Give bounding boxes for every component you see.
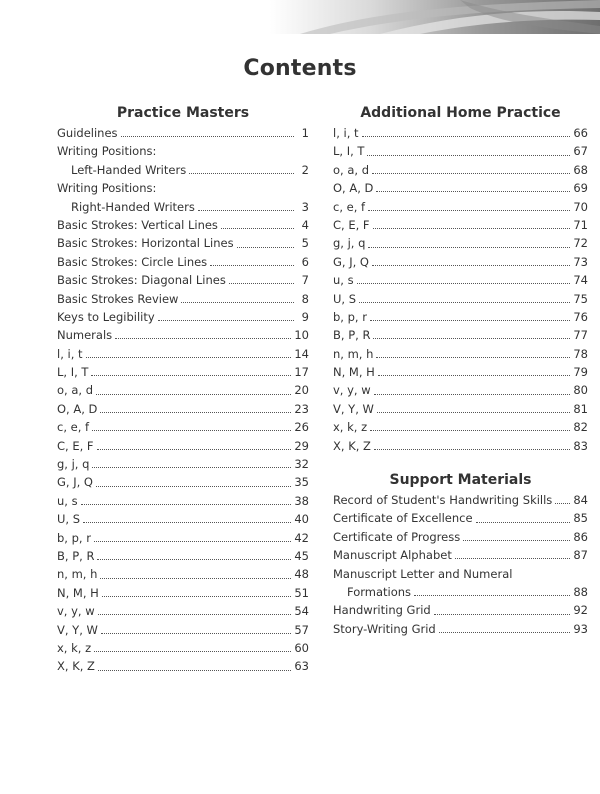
toc-entry-label: X, K, Z — [57, 659, 95, 674]
toc-entry — [333, 546, 588, 564]
additional-home-practice-section — [333, 102, 588, 455]
toc-entry-label: X, K, Z — [333, 438, 371, 453]
dot-leader — [515, 576, 573, 577]
toc-entry — [57, 161, 309, 179]
dot-leader — [92, 429, 291, 431]
toc-entry-label: v, y, w — [333, 383, 371, 398]
toc-entry — [333, 528, 588, 546]
toc-entry-label: V, Y, W — [333, 401, 374, 416]
toc-entry-label: Story-Writing Grid — [333, 621, 436, 636]
practice-masters-section — [57, 102, 309, 676]
toc-entry — [333, 216, 588, 234]
section-title: Support Materials — [389, 472, 532, 489]
toc-entry — [333, 124, 588, 142]
toc-entry-page-number: 20 — [294, 383, 309, 398]
toc-entry-label: v, y, w — [57, 604, 95, 619]
toc-entry-label: g, j, q — [57, 457, 90, 472]
toc-entry-page-number: 87 — [573, 548, 588, 563]
toc-entry — [57, 565, 309, 583]
dot-leader — [181, 301, 294, 303]
dot-leader — [229, 282, 294, 284]
dot-leader — [377, 411, 570, 413]
dot-leader — [96, 393, 291, 395]
toc-entry-label: c, e, f — [57, 420, 90, 435]
toc-entry-page-number: 7 — [301, 273, 309, 288]
support-materials-section — [333, 469, 588, 638]
toc-entry — [57, 639, 309, 657]
toc-entry-page-number: 74 — [573, 273, 588, 288]
dot-leader — [189, 172, 294, 174]
toc-entry — [57, 234, 309, 252]
dot-leader — [373, 227, 571, 229]
toc-list — [333, 124, 588, 455]
toc-entry-label: Record of Student's Handwriting Skills — [333, 493, 553, 508]
dot-leader — [98, 669, 291, 671]
toc-entry — [333, 326, 588, 344]
toc-entry-page-number: 4 — [301, 217, 309, 232]
toc-entry — [57, 492, 309, 510]
dot-leader — [359, 301, 570, 303]
section-title: Practice Masters — [116, 105, 250, 121]
toc-entry-label: N, M, H — [333, 365, 375, 380]
toc-entry-page-number: 82 — [573, 420, 588, 435]
dot-leader — [463, 539, 570, 541]
toc-entry-label: Certificate of Excellence — [333, 511, 473, 526]
toc-entry-label: G, J, Q — [333, 254, 369, 269]
toc-entry-page-number: 3 — [301, 199, 309, 214]
toc-entry — [57, 363, 309, 381]
toc-entry — [333, 345, 588, 363]
toc-entry-label: Left-Handed Writers — [71, 162, 187, 177]
toc-entry-page-number: 23 — [294, 401, 309, 416]
toc-entry — [333, 308, 588, 326]
toc-entry-page-number: 84 — [573, 493, 588, 508]
toc-entry-page-number: 6 — [301, 254, 309, 269]
toc-entry-page-number: 81 — [573, 401, 588, 416]
toc-entry-page-number: 10 — [294, 328, 309, 343]
toc-entry — [57, 455, 309, 473]
toc-entry-label: L, I, T — [57, 365, 89, 380]
toc-entry-page-number: 92 — [573, 603, 588, 618]
toc-entry — [333, 509, 588, 527]
toc-entry — [57, 437, 309, 455]
dot-leader — [376, 190, 570, 192]
dot-leader — [221, 227, 294, 229]
toc-entry — [57, 381, 309, 399]
dot-leader — [100, 577, 291, 579]
toc-entry-label: V, Y, W — [57, 622, 98, 637]
toc-entry-label: B, P, R — [57, 548, 95, 563]
toc-entry-label: Basic Strokes: Vertical Lines — [57, 217, 218, 232]
toc-entry-label: Manuscript Letter and Numeral — [333, 566, 513, 581]
toc-entry — [57, 308, 309, 326]
toc-entry-page-number: 80 — [573, 383, 588, 398]
toc-entry — [57, 271, 309, 289]
toc-entry — [333, 400, 588, 418]
toc-entry — [57, 290, 309, 308]
toc-entry-label: g, j, q — [333, 236, 366, 251]
toc-entry-page-number: 83 — [573, 438, 588, 453]
dot-leader — [100, 411, 291, 413]
toc-entry-page-number: 76 — [573, 309, 588, 324]
toc-entry — [57, 216, 309, 234]
dot-leader — [372, 172, 570, 174]
toc-entry-label: Keys to Legibility — [57, 309, 155, 324]
dot-leader — [555, 502, 570, 504]
toc-entry — [57, 326, 309, 344]
dot-leader — [357, 282, 571, 284]
dot-leader — [92, 466, 291, 468]
toc-entry-page-number: 60 — [294, 640, 309, 655]
dot-leader — [455, 557, 571, 559]
toc-entry-page-number: 78 — [573, 346, 588, 361]
toc-entry-page-number: 71 — [573, 217, 588, 232]
dot-leader — [434, 613, 571, 615]
dot-leader — [159, 191, 294, 192]
toc-entry-page-number: 54 — [294, 604, 309, 619]
dot-leader — [362, 135, 571, 137]
toc-entry — [57, 473, 309, 491]
dot-leader — [237, 246, 294, 248]
toc-entry-page-number: 77 — [573, 328, 588, 343]
toc-entry-page-number: 26 — [294, 420, 309, 435]
toc-entry — [57, 345, 309, 363]
dot-leader — [98, 613, 292, 615]
toc-entry-label: Formations — [347, 584, 412, 599]
section-title: Additional Home Practice — [360, 105, 561, 121]
toc-entry-page-number: 72 — [573, 236, 588, 251]
toc-entry-page-number: 73 — [573, 254, 588, 269]
toc-entry-page-number: 86 — [573, 529, 588, 544]
toc-entry — [333, 491, 588, 509]
toc-entry-label: l, i, t — [57, 346, 83, 361]
toc-entry-label: l, i, t — [333, 126, 359, 140]
toc-entry — [333, 437, 588, 455]
toc-entry-page-number: 14 — [294, 346, 309, 361]
toc-entry — [333, 253, 588, 271]
toc-entry — [333, 161, 588, 179]
dot-leader — [370, 429, 570, 431]
dot-leader — [96, 485, 291, 487]
toc-entry — [333, 381, 588, 399]
dot-leader — [368, 209, 570, 211]
toc-entry — [57, 418, 309, 436]
header-banner — [0, 0, 600, 34]
toc-entry-label: Guidelines — [57, 126, 118, 140]
toc-entry-label: c, e, f — [333, 199, 366, 214]
toc-entry-label: Basic Strokes: Circle Lines — [57, 254, 208, 269]
toc-entry-label: U, S — [57, 512, 81, 527]
dot-leader — [102, 595, 292, 597]
toc-entry — [333, 565, 588, 583]
dot-leader — [439, 631, 571, 633]
toc-entry-page-number: 70 — [573, 199, 588, 214]
toc-entry-label: x, k, z — [333, 420, 368, 435]
dot-leader — [210, 264, 294, 266]
toc-entry-label: O, A, D — [333, 181, 374, 196]
toc-entry — [333, 179, 588, 197]
toc-entry-page-number: 1 — [301, 126, 309, 140]
toc-entry-page-number: 48 — [294, 567, 309, 582]
dot-leader — [476, 521, 571, 523]
toc-entry-label: U, S — [333, 291, 357, 306]
toc-entry-label: Basic Strokes Review — [57, 291, 179, 306]
dot-leader — [374, 448, 570, 450]
toc-entry-label: C, E, F — [57, 438, 94, 453]
toc-entry-label: N, M, H — [57, 585, 99, 600]
toc-entry — [57, 657, 309, 675]
toc-entry-label: L, I, T — [333, 144, 365, 159]
toc-entry-label: u, s — [333, 273, 354, 288]
toc-entry — [57, 510, 309, 528]
toc-entry-label: G, J, Q — [57, 475, 93, 490]
toc-entry-page-number: 93 — [573, 621, 588, 636]
toc-entry-page-number: 8 — [301, 291, 309, 306]
dot-leader — [94, 540, 291, 542]
dot-leader — [94, 650, 291, 652]
dot-leader — [376, 356, 570, 358]
toc-entry — [57, 124, 309, 142]
dot-leader — [115, 337, 291, 339]
toc-entry-label: Manuscript Alphabet — [333, 548, 452, 563]
toc-entry-page-number: 29 — [294, 438, 309, 453]
toc-entry-page-number: 9 — [301, 309, 309, 324]
toc-entry — [333, 290, 588, 308]
toc-entry — [57, 142, 309, 160]
dot-leader — [198, 209, 294, 211]
toc-entry-page-number: 5 — [301, 236, 309, 251]
toc-entry — [57, 400, 309, 418]
toc-entry — [333, 198, 588, 216]
toc-entry-page-number: 45 — [294, 548, 309, 563]
dot-leader — [374, 393, 571, 395]
toc-entry — [57, 547, 309, 565]
toc-entry-label: Writing Positions: — [57, 144, 157, 159]
toc-entry-label: O, A, D — [57, 401, 98, 416]
toc-entry-label: o, a, d — [333, 162, 370, 177]
dot-leader — [370, 319, 570, 321]
dot-leader — [158, 319, 294, 321]
toc-entry — [333, 271, 588, 289]
toc-entry-page-number: 35 — [294, 475, 309, 490]
toc-entry-label: x, k, z — [57, 640, 92, 655]
dot-leader — [159, 154, 294, 155]
dot-leader — [86, 356, 292, 358]
toc-entry-page-number: 38 — [294, 493, 309, 508]
dot-leader — [373, 337, 570, 339]
toc-entry — [57, 179, 309, 197]
dot-leader — [81, 503, 292, 505]
toc-entry-label: B, P, R — [333, 328, 371, 343]
dot-leader — [372, 264, 570, 266]
dot-leader — [83, 521, 291, 523]
page-title: Contents — [243, 56, 357, 81]
toc-entry-label: Right-Handed Writers — [71, 199, 195, 214]
toc-entry — [333, 583, 588, 601]
toc-entry — [57, 198, 309, 216]
toc-entry-label: C, E, F — [333, 217, 370, 232]
toc-entry-page-number: 40 — [294, 512, 309, 527]
banner-swoosh-graphic — [0, 0, 600, 34]
toc-entry — [57, 529, 309, 547]
toc-entry-page-number: 75 — [573, 291, 588, 306]
toc-entry-page-number: 57 — [294, 622, 309, 637]
toc-entry-label: Numerals — [57, 328, 113, 343]
toc-entry-label: n, m, h — [57, 567, 98, 582]
toc-entry-page-number: 63 — [294, 659, 309, 674]
toc-entry — [333, 620, 588, 638]
toc-entry — [333, 418, 588, 436]
toc-entry — [57, 584, 309, 602]
toc-entry-page-number: 69 — [573, 181, 588, 196]
toc-entry — [333, 601, 588, 619]
toc-entry-label: Writing Positions: — [57, 181, 157, 196]
toc-entry-label: b, p, r — [57, 530, 91, 545]
toc-entry-page-number: 42 — [294, 530, 309, 545]
toc-entry — [333, 234, 588, 252]
toc-entry-label: u, s — [57, 493, 78, 508]
toc-entry-page-number: 79 — [573, 365, 588, 380]
dot-leader — [97, 558, 291, 560]
dot-leader — [101, 632, 291, 634]
dot-leader — [97, 448, 292, 450]
toc-entry — [333, 363, 588, 381]
toc-entry-page-number: 66 — [573, 126, 588, 140]
right-column — [333, 102, 588, 638]
toc-entry-page-number: 17 — [294, 365, 309, 380]
toc-list — [57, 124, 309, 676]
toc-entry — [333, 142, 588, 160]
toc-entry-label: Handwriting Grid — [333, 603, 431, 618]
dot-leader — [378, 374, 571, 376]
toc-entry-label: Basic Strokes: Diagonal Lines — [57, 273, 226, 288]
dot-leader — [121, 135, 294, 137]
toc-entry-page-number: 88 — [573, 584, 588, 599]
toc-entry-label: Basic Strokes: Horizontal Lines — [57, 236, 234, 251]
dot-leader — [368, 246, 570, 248]
toc-entry — [57, 253, 309, 271]
toc-entry-label: o, a, d — [57, 383, 94, 398]
toc-entry-label: Certificate of Progress — [333, 529, 461, 544]
toc-entry — [57, 621, 309, 639]
dot-leader — [367, 154, 570, 156]
toc-entry-page-number: 67 — [573, 144, 588, 159]
toc-entry — [57, 602, 309, 620]
toc-entry-label: n, m, h — [333, 346, 374, 361]
toc-entry-label: b, p, r — [333, 309, 367, 324]
toc-entry-page-number: 32 — [294, 457, 309, 472]
dot-leader — [414, 594, 570, 596]
toc-entry-page-number: 2 — [301, 162, 309, 177]
toc-entry-page-number: 51 — [294, 585, 309, 600]
toc-entry-page-number: 68 — [573, 162, 588, 177]
dot-leader — [91, 374, 291, 376]
toc-list — [333, 491, 588, 638]
toc-entry-page-number: 85 — [573, 511, 588, 526]
